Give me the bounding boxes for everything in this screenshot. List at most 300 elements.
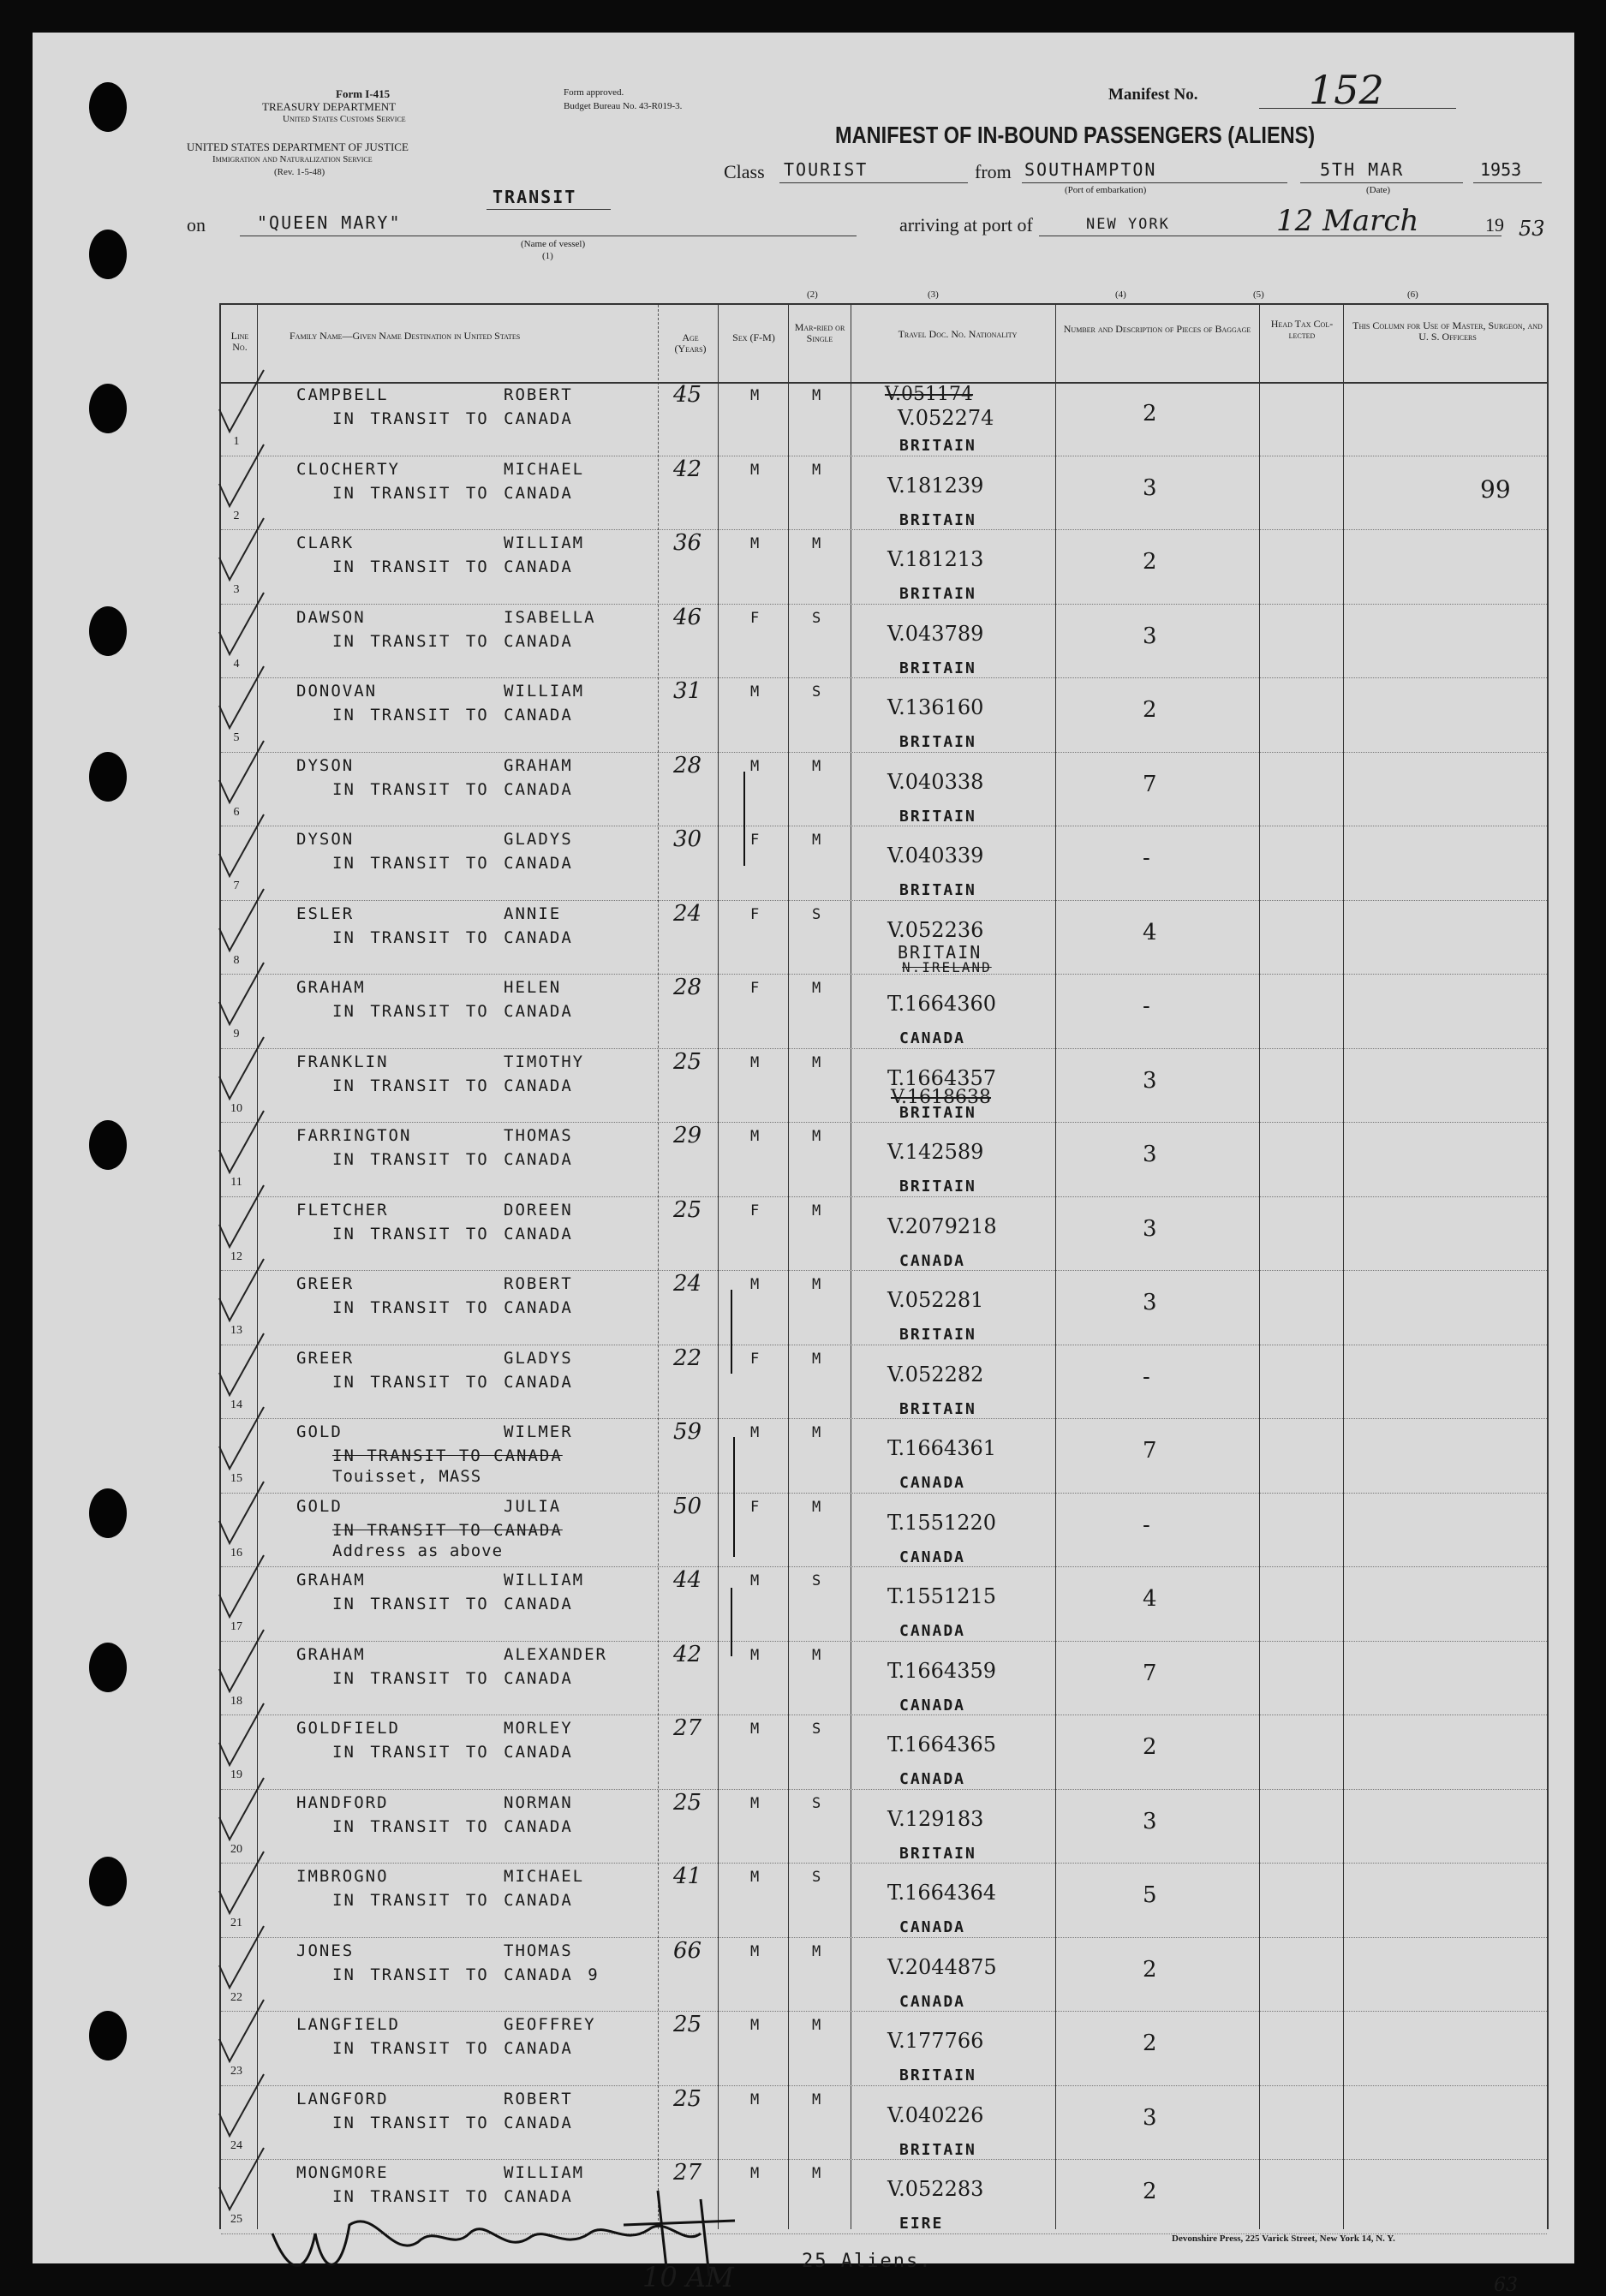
- baggage-count: -: [1143, 1363, 1150, 1390]
- given-name: HELEN: [504, 978, 562, 997]
- given-name: WILLIAM: [504, 682, 585, 701]
- baggage-count: 2: [1143, 401, 1157, 426]
- sex: M: [750, 1942, 761, 1960]
- baggage-count: 5: [1143, 1882, 1157, 1908]
- age: 44: [673, 1567, 702, 1593]
- sex: M: [750, 1869, 761, 1886]
- travel-doc: T.1551215: [887, 1584, 996, 1608]
- given-name: GRAHAM: [504, 755, 573, 775]
- given-name: JULIA: [504, 1496, 562, 1516]
- customs-service: United States Customs Service: [283, 114, 406, 124]
- vessel-name: "QUEEN MARY": [257, 212, 402, 233]
- table-row: [221, 826, 1547, 901]
- travel-doc: V.142589: [887, 1140, 984, 1164]
- travel-doc: T.1664364: [887, 1881, 996, 1905]
- sex: M: [750, 2017, 761, 2034]
- given-name: DOREEN: [504, 1200, 573, 1220]
- col-num-baggage: (4): [1115, 289, 1126, 300]
- sex: F: [750, 905, 761, 923]
- table-row: [221, 1345, 1547, 1420]
- line-number: 2: [233, 509, 240, 522]
- time-note: 10 AM: [642, 2261, 734, 2293]
- table-row: [221, 1864, 1547, 1938]
- marital-status: M: [812, 535, 823, 552]
- punch-hole: [89, 606, 127, 656]
- family-name: GREER: [296, 1274, 355, 1293]
- marital-status: M: [812, 980, 823, 997]
- nationality: BRITAIN: [899, 2140, 976, 2159]
- given-name: MICHAEL: [504, 459, 585, 479]
- family-bracket: [731, 1290, 732, 1374]
- line-number: 17: [230, 1620, 242, 1633]
- family-name: GRAHAM: [296, 1571, 366, 1589]
- nationality: BRITAIN: [899, 2066, 976, 2084]
- destination: IN TRANSIT TO CANADA: [332, 631, 573, 651]
- nationality: BRITAIN: [899, 437, 976, 455]
- line-number: 18: [230, 1694, 242, 1708]
- line-number: 13: [230, 1324, 242, 1337]
- nationality: BRITAIN: [899, 510, 976, 529]
- travel-doc: T.1664360: [887, 992, 996, 1016]
- travel-doc: V.040338: [887, 769, 984, 794]
- header-sex: Sex (F-M): [732, 331, 775, 343]
- given-name: ROBERT: [504, 385, 573, 404]
- header-line-no: Line No.: [230, 330, 249, 353]
- sex: M: [750, 1794, 761, 1812]
- baggage-count: -: [1143, 993, 1150, 1019]
- given-name: ISABELLA: [504, 607, 596, 627]
- check-mark-icon: [211, 515, 271, 583]
- destination: IN TRANSIT TO CANADA: [332, 1891, 573, 1910]
- punch-hole: [89, 1120, 127, 1170]
- form-approved: Form approved.: [564, 87, 624, 98]
- baggage-count: 3: [1143, 1808, 1157, 1834]
- destination: IN TRANSIT TO CANADA: [332, 1150, 573, 1169]
- header-officers-use: This Column for Use of Master, Surgeon, and U. S. Officers: [1352, 319, 1543, 343]
- sex: M: [750, 757, 761, 775]
- line-number: 19: [230, 1768, 242, 1781]
- header-baggage: Number and Description of Pieces of Baggage: [1063, 323, 1251, 335]
- line-number: 9: [233, 1028, 240, 1041]
- destination: IN TRANSIT TO CANADA: [332, 558, 573, 576]
- table-row: [221, 605, 1547, 679]
- revision-date: (Rev. 1-5-48): [274, 167, 325, 177]
- family-name: DYSON: [296, 755, 355, 775]
- sex: M: [750, 683, 761, 701]
- check-mark-icon: [211, 1107, 271, 1176]
- header-name: Family Name—Given Name Destination in United States: [290, 330, 521, 342]
- destination: IN TRANSIT TO CANADA: [332, 779, 573, 799]
- budget-bureau: Budget Bureau No. 43-R019-3.: [564, 101, 683, 111]
- line-number: 11: [230, 1176, 242, 1189]
- arriving-label: arriving at port of: [899, 214, 1033, 236]
- justice-department: UNITED STATES DEPARTMENT OF JUSTICE: [187, 140, 409, 153]
- table-row: [221, 1049, 1547, 1124]
- family-name: GOLD: [296, 1496, 343, 1516]
- check-mark-icon: [211, 1923, 271, 1991]
- nationality: BRITAIN: [899, 1326, 976, 1344]
- table-row: [221, 901, 1547, 975]
- table-row: [221, 678, 1547, 753]
- check-mark-icon: [211, 2071, 271, 2139]
- table-row: [221, 1123, 1547, 1197]
- baggage-count: 2: [1143, 697, 1157, 723]
- nationality: CANADA: [899, 1770, 966, 1788]
- punch-hole: [89, 2011, 127, 2060]
- nationality: BRITAIN: [899, 1844, 976, 1863]
- nationality: CANADA: [899, 1622, 966, 1640]
- destination: IN TRANSIT TO CANADA: [332, 854, 573, 873]
- line-number: 10: [230, 1101, 242, 1115]
- nationality: CANADA: [899, 1029, 966, 1047]
- class-value: TOURIST: [784, 159, 869, 180]
- family-bracket: [731, 1588, 732, 1656]
- arrival-year-prefix: 19: [1485, 214, 1504, 236]
- check-mark-icon: [211, 1404, 271, 1472]
- baggage-count: 3: [1143, 2104, 1157, 2131]
- travel-doc: V.2044875: [887, 1954, 997, 1979]
- check-mark-icon: [211, 589, 271, 658]
- punch-hole: [89, 1857, 127, 1906]
- given-name: GLADYS: [504, 830, 573, 849]
- passenger-table: [219, 303, 1549, 2233]
- baggage-count: 2: [1143, 1734, 1157, 1760]
- baggage-count: 2: [1143, 549, 1157, 575]
- check-mark-icon: [211, 1552, 271, 1620]
- table-row: [221, 2086, 1547, 2161]
- destination: IN TRANSIT TO CANADA: [332, 1668, 573, 1688]
- check-mark-icon: [211, 441, 271, 510]
- check-mark-icon: [211, 1700, 271, 1768]
- nationality: CANADA: [899, 1474, 966, 1492]
- family-name: ESLER: [296, 903, 355, 923]
- line-number: 7: [233, 880, 240, 892]
- baggage-count: 4: [1143, 919, 1157, 945]
- nationality: BRITAIN: [899, 1399, 976, 1418]
- marital-status: M: [812, 1202, 823, 1220]
- marital-status: M: [812, 2017, 823, 2034]
- line-number: 15: [230, 1472, 242, 1485]
- page-number: 63: [1494, 2275, 1518, 2296]
- given-name: MICHAEL: [504, 1867, 585, 1886]
- table-row: [221, 1567, 1547, 1642]
- table-body: [221, 382, 1547, 2233]
- check-mark-icon: [211, 663, 271, 731]
- destination-address: Touisset, MASS: [332, 1467, 482, 1486]
- age: 42: [673, 1641, 702, 1667]
- given-name: ALEXANDER: [504, 1644, 607, 1664]
- travel-doc: V.052282: [887, 1362, 984, 1387]
- destination: IN TRANSIT TO CANADA: [332, 1743, 573, 1762]
- sex: F: [750, 609, 761, 627]
- check-mark-icon: [211, 1034, 271, 1102]
- nationality: CANADA: [899, 1696, 966, 1715]
- nationality: BRITAIN: [899, 881, 976, 899]
- destination: IN TRANSIT TO CANADA: [332, 1372, 573, 1392]
- family-name: CLARK: [296, 534, 355, 552]
- travel-doc: V.040339: [887, 844, 984, 868]
- line-number: 3: [233, 583, 240, 596]
- given-name: NORMAN: [504, 1792, 573, 1812]
- nationality: BRITAIN: [899, 585, 976, 603]
- travel-doc: V.052274: [898, 406, 994, 430]
- family-name: LANGFORD: [296, 2089, 389, 2108]
- age: 30: [673, 826, 702, 852]
- nationality: CANADA: [899, 1548, 966, 1566]
- nationality: BRITAIN: [899, 1178, 976, 1196]
- destination: IN TRANSIT TO CANADA: [332, 1002, 573, 1021]
- family-name: CAMPBELL: [296, 385, 389, 404]
- travel-doc: V.043789: [887, 621, 984, 646]
- baggage-count: 3: [1143, 474, 1157, 501]
- family-bracket: [743, 772, 745, 866]
- baggage-count: 2: [1143, 1956, 1157, 1983]
- marital-status: S: [812, 905, 823, 923]
- table-row: [221, 1790, 1547, 1864]
- age: 25: [673, 1196, 702, 1223]
- family-name: LANGFIELD: [296, 2015, 400, 2034]
- treasury-department: TREASURY DEPARTMENT: [262, 100, 397, 113]
- family-name: JONES: [296, 1941, 355, 1960]
- line-number: 6: [233, 805, 240, 819]
- travel-doc: V.040226: [887, 2102, 984, 2127]
- marital-status: M: [812, 461, 823, 479]
- age: 27: [673, 1715, 702, 1741]
- table-row: [221, 1197, 1547, 1272]
- age: 27: [673, 2160, 702, 2186]
- destination-struck: IN TRANSIT TO CANADA: [332, 1446, 563, 1465]
- travel-doc: V.177766: [887, 2029, 984, 2053]
- given-name: ROBERT: [504, 1274, 573, 1293]
- travel-doc: T.1664359: [887, 1658, 996, 1683]
- marital-status: S: [812, 1869, 823, 1886]
- travel-doc: T.1664357: [887, 1065, 996, 1090]
- given-name: GLADYS: [504, 1348, 573, 1368]
- destination: IN TRANSIT TO CANADA 9: [332, 1965, 600, 1984]
- line-number: 4: [233, 657, 240, 671]
- table-row: [221, 1642, 1547, 1716]
- age: 28: [673, 752, 702, 778]
- age: 25: [673, 1789, 702, 1816]
- family-name: GRAHAM: [296, 1644, 366, 1664]
- sex: M: [750, 535, 761, 552]
- alien-total: 25 Aliens.: [802, 2251, 933, 2272]
- given-name: WILLIAM: [504, 1571, 585, 1589]
- table-row: [221, 382, 1547, 456]
- age: 59: [673, 1419, 702, 1445]
- immigration-service: Immigration and Naturalization Service: [212, 154, 373, 164]
- age: 24: [673, 900, 702, 927]
- check-mark-icon: [211, 811, 271, 880]
- age: 41: [673, 1864, 702, 1889]
- sex: M: [750, 1276, 761, 1293]
- col-num-tax: (5): [1253, 289, 1264, 300]
- family-name: FRANKLIN: [296, 1052, 389, 1071]
- given-name: THOMAS: [504, 1941, 573, 1960]
- sex: F: [750, 1498, 761, 1516]
- destination-address: Address as above: [332, 1541, 504, 1560]
- given-name: GEOFFREY: [504, 2015, 596, 2034]
- baggage-count: 2: [1143, 2179, 1157, 2204]
- given-name: THOMAS: [504, 1126, 573, 1145]
- punch-hole: [89, 82, 127, 132]
- officer-note: 99: [1480, 474, 1511, 504]
- travel-doc: T.1664365: [887, 1732, 996, 1756]
- sex: M: [750, 461, 761, 479]
- age: 25: [673, 2085, 702, 2112]
- manifest-number: 152: [1309, 67, 1384, 113]
- baggage-count: 2: [1143, 2031, 1157, 2056]
- check-mark-icon: [211, 1255, 271, 1324]
- check-mark-icon: [211, 1774, 271, 1843]
- header-head-tax: Head Tax Col-lected: [1270, 318, 1334, 341]
- check-mark-icon: [211, 367, 271, 435]
- age: 25: [673, 2012, 702, 2037]
- table-row: [221, 2012, 1547, 2086]
- family-name: GRAHAM: [296, 978, 366, 997]
- sex: F: [750, 980, 761, 997]
- check-mark-icon: [211, 1182, 271, 1250]
- marital-status: S: [812, 1721, 823, 1738]
- given-name: WILMER: [504, 1422, 573, 1441]
- nationality: BRITAIN: [899, 807, 976, 826]
- baggage-count: 3: [1143, 1142, 1157, 1167]
- marital-status: M: [812, 1424, 823, 1441]
- marital-status: M: [812, 757, 823, 775]
- nationality: BRITAIN: [899, 1103, 976, 1122]
- line-number: 24: [230, 2138, 242, 2152]
- nationality: BRITAIN: [898, 941, 982, 963]
- marital-status: M: [812, 1053, 823, 1071]
- table-row: [221, 456, 1547, 531]
- travel-doc: V.052236: [887, 917, 984, 942]
- punch-hole: [89, 384, 127, 433]
- travel-doc: T.1664361: [887, 1436, 996, 1460]
- punch-hole: [89, 1643, 127, 1692]
- baggage-count: 3: [1143, 623, 1157, 649]
- destination: IN TRANSIT TO CANADA: [332, 2187, 573, 2206]
- table-row: [221, 753, 1547, 827]
- marital-status: S: [812, 609, 823, 627]
- nationality: CANADA: [899, 1992, 966, 2011]
- line-number: 1: [233, 435, 240, 448]
- baggage-count: 7: [1143, 1438, 1157, 1464]
- travel-doc: V.181213: [887, 547, 984, 571]
- check-mark-icon: [211, 959, 271, 1028]
- departure-date: 5TH MAR: [1320, 159, 1405, 180]
- age: 29: [673, 1123, 702, 1148]
- marital-status: M: [812, 1128, 823, 1145]
- age: 66: [673, 1937, 702, 1964]
- table-row: [221, 1494, 1547, 1568]
- sex: M: [750, 1424, 761, 1441]
- age: 36: [673, 530, 702, 556]
- table-row: [221, 1271, 1547, 1345]
- line-number: 12: [230, 1249, 242, 1263]
- family-name: DYSON: [296, 830, 355, 849]
- age: 46: [673, 604, 702, 630]
- sex: M: [750, 1721, 761, 1738]
- baggage-count: 3: [1143, 1290, 1157, 1315]
- from-label: from: [975, 161, 1012, 182]
- age: 42: [673, 456, 702, 482]
- baggage-count: -: [1143, 1512, 1150, 1538]
- age: 28: [673, 975, 702, 1000]
- destination: IN TRANSIT TO CANADA: [332, 1298, 573, 1317]
- destination: IN TRANSIT TO CANADA: [332, 483, 573, 503]
- sex: M: [750, 1128, 761, 1145]
- destination-struck: IN TRANSIT TO CANADA: [332, 1520, 563, 1540]
- sex: M: [750, 2165, 761, 2182]
- baggage-count: 3: [1143, 1067, 1157, 1094]
- destination: IN TRANSIT TO CANADA: [332, 1224, 573, 1243]
- family-name: GREER: [296, 1348, 355, 1368]
- check-mark-icon: [211, 1848, 271, 1917]
- baggage-count: 7: [1143, 771, 1157, 797]
- punch-hole: [89, 230, 127, 279]
- family-bracket: [733, 1437, 735, 1557]
- form-number: Form I-415: [336, 87, 391, 100]
- line-number: 22: [230, 1990, 242, 2004]
- sex: M: [750, 1646, 761, 1664]
- sex: M: [750, 387, 761, 404]
- arrival-year: 53: [1519, 217, 1545, 241]
- header-travel-doc: Travel Doc. No. Nationality: [898, 328, 1018, 340]
- baggage-count: 4: [1143, 1586, 1157, 1612]
- inspector-signature: [255, 2174, 803, 2285]
- age: 22: [673, 1345, 702, 1371]
- sex: M: [750, 1053, 761, 1071]
- table-row: [221, 1715, 1547, 1790]
- given-name: WILLIAM: [504, 2163, 585, 2182]
- destination: IN TRANSIT TO CANADA: [332, 409, 573, 428]
- marital-status: M: [812, 1942, 823, 1960]
- punch-hole: [89, 1488, 127, 1538]
- given-name: ROBERT: [504, 2089, 573, 2108]
- header-age: Age (Years): [674, 331, 707, 355]
- transit-stamp: TRANSIT: [493, 187, 577, 207]
- col-num-married: (2): [807, 289, 818, 300]
- arrival-date: 12 March: [1276, 204, 1419, 238]
- destination: IN TRANSIT TO CANADA: [332, 706, 573, 725]
- family-name: HANDFORD: [296, 1792, 389, 1812]
- given-name: MORLEY: [504, 1719, 573, 1738]
- class-label: Class: [724, 161, 765, 182]
- travel-doc: V.052283: [887, 2177, 984, 2201]
- nationality: BRITAIN: [899, 659, 976, 677]
- vessel-col-number: (1): [542, 251, 553, 261]
- nationality: CANADA: [899, 1251, 966, 1270]
- line-number: 25: [230, 2213, 242, 2226]
- destination: IN TRANSIT TO CANADA: [332, 1595, 573, 1613]
- baggage-count: 3: [1143, 1215, 1157, 1242]
- on-label: on: [187, 214, 206, 236]
- col-num-use: (6): [1407, 289, 1418, 300]
- age: 31: [673, 678, 702, 704]
- line-number: 23: [230, 2065, 242, 2078]
- age: 25: [673, 1048, 702, 1075]
- given-name: WILLIAM: [504, 534, 585, 552]
- age: 45: [673, 382, 702, 408]
- date-caption: (Date): [1366, 185, 1391, 195]
- given-name: ANNIE: [504, 903, 562, 923]
- family-name: IMBROGNO: [296, 1867, 389, 1886]
- check-mark-icon: [211, 1996, 271, 2065]
- check-mark-icon: [211, 1330, 271, 1398]
- baggage-count: 7: [1143, 1660, 1157, 1686]
- nationality-struck: N.IRELAND: [902, 958, 992, 975]
- family-name: MONGMORE: [296, 2163, 389, 2182]
